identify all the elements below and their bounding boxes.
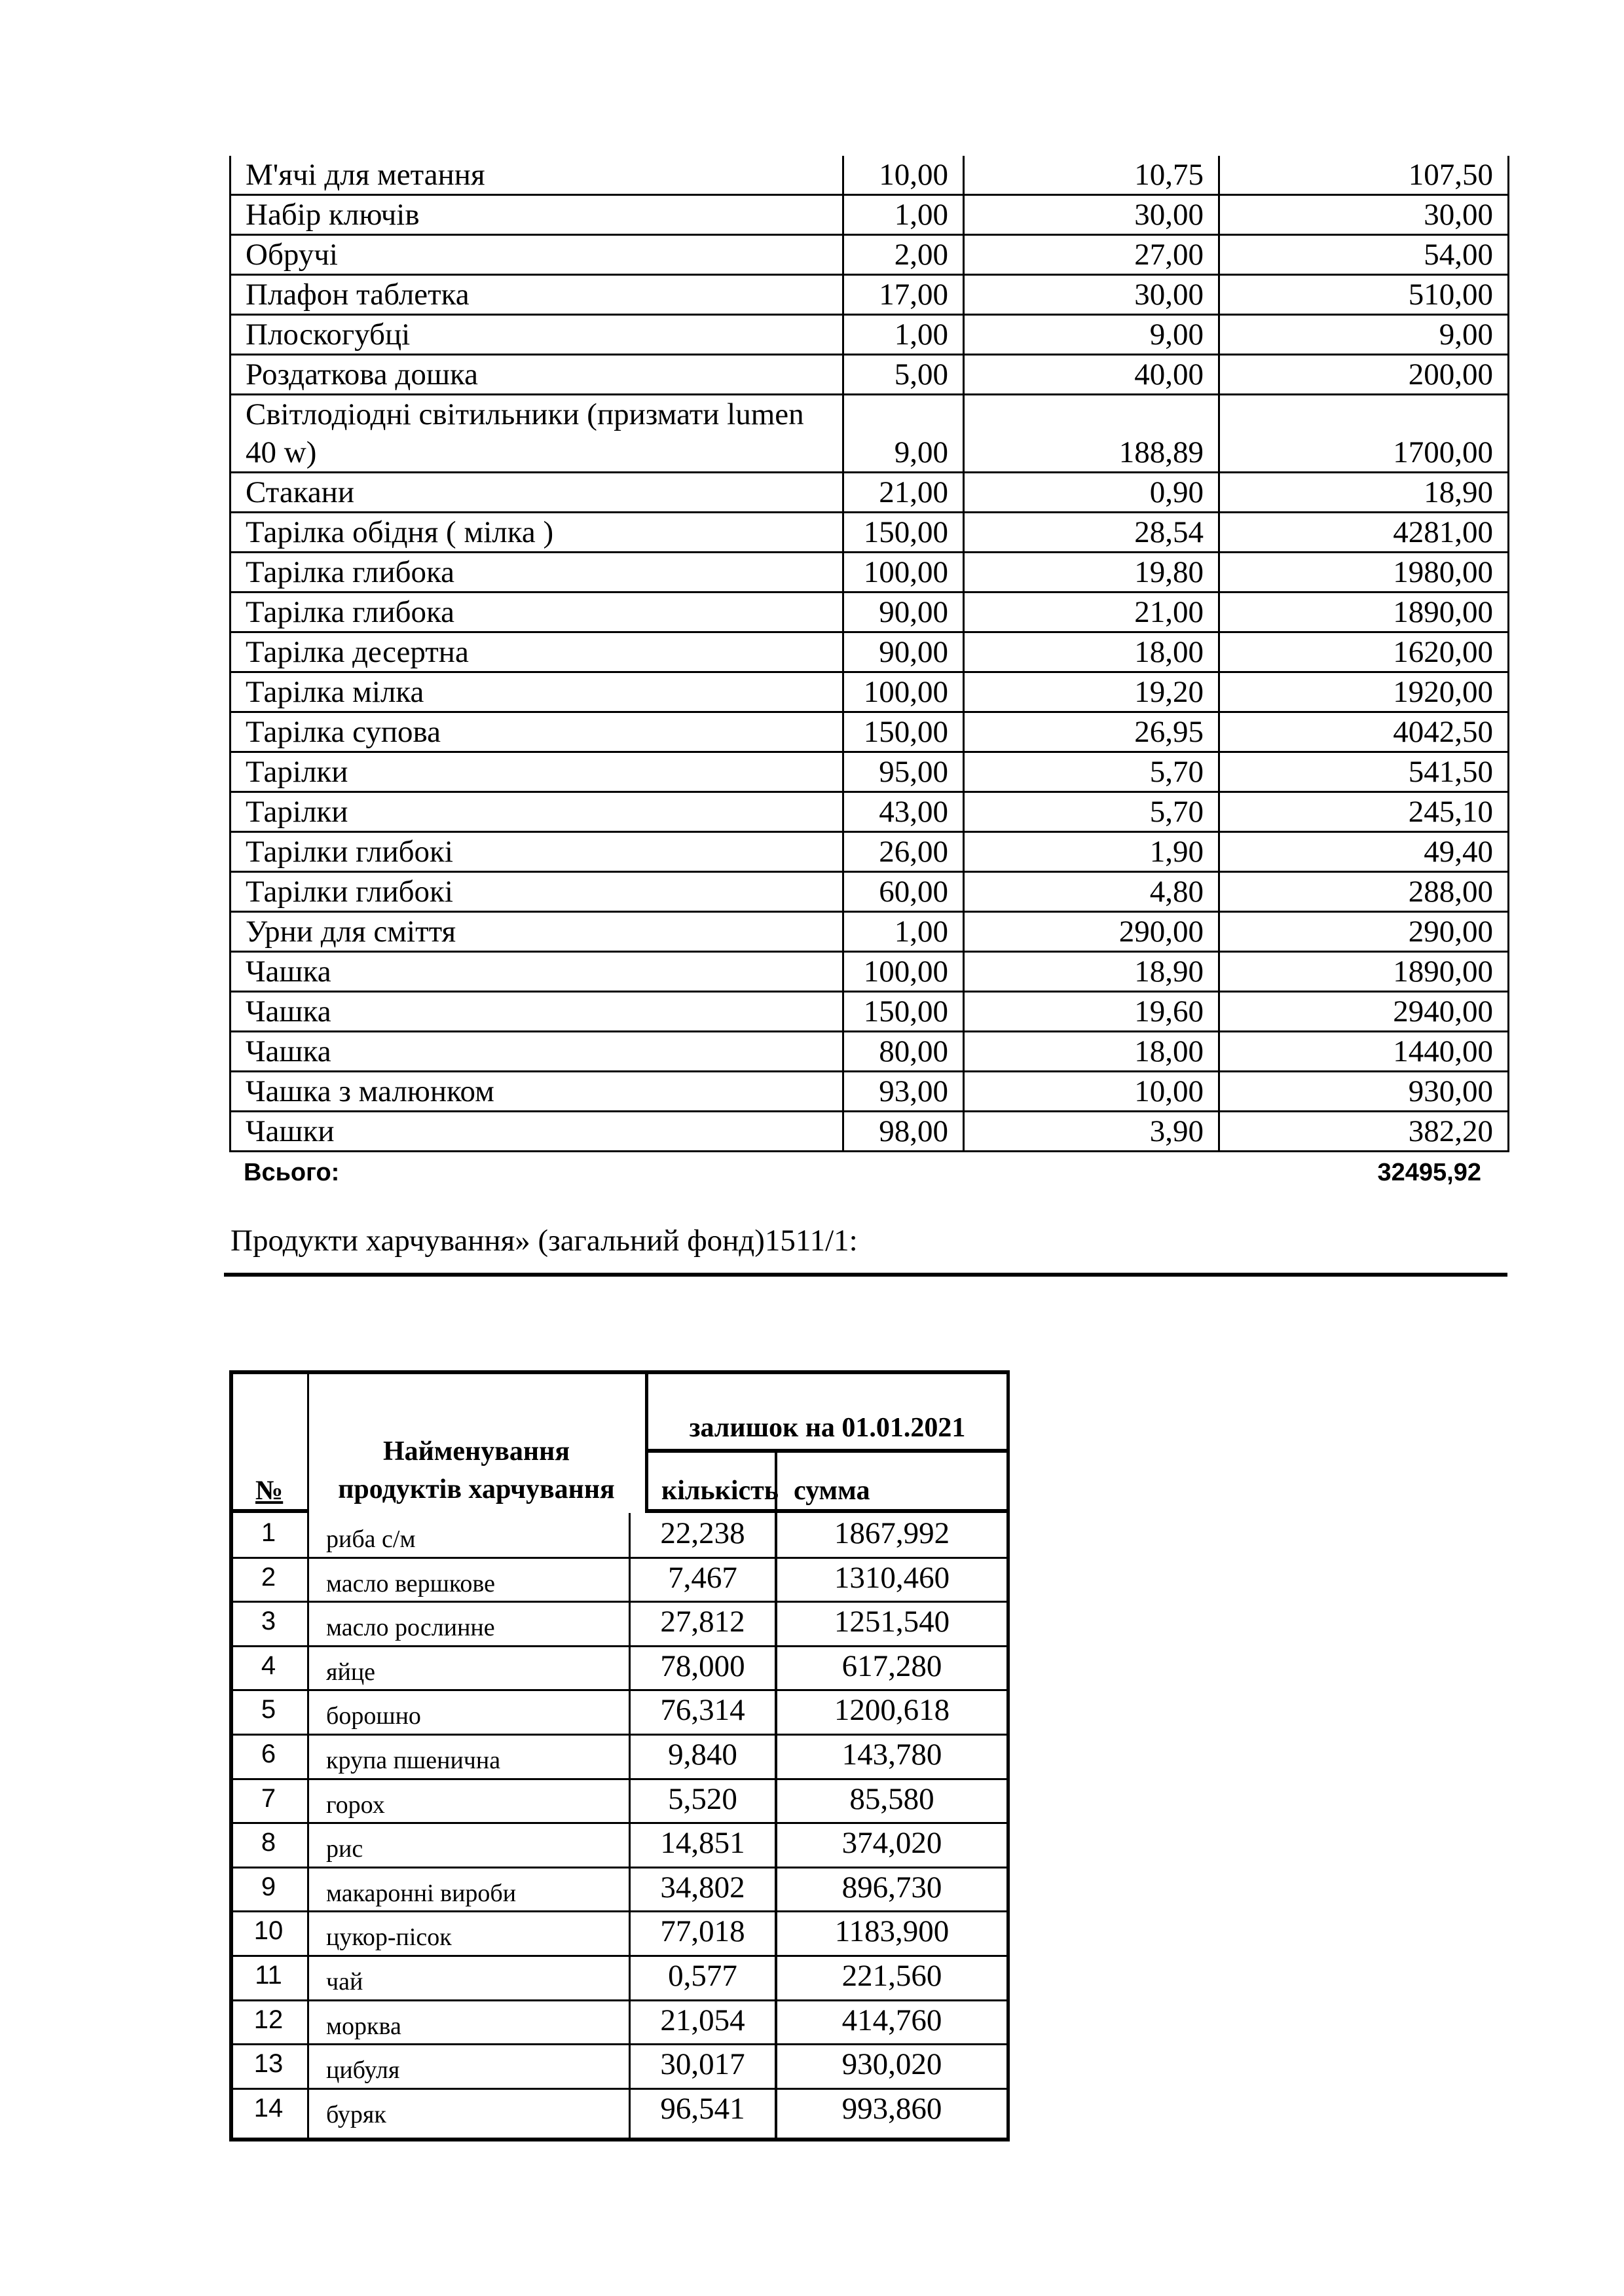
header-divider-group-bottom: [645, 1449, 1010, 1453]
item-quantity: 10,00: [843, 156, 964, 195]
table-row: [231, 632, 1509, 672]
table-border-bottom: [229, 2138, 1010, 2141]
table-row: [231, 1032, 1509, 1072]
item-price: 40,00: [964, 355, 1219, 395]
table-row: [231, 592, 1509, 632]
product-sum: 374,020: [841, 1826, 942, 1861]
product-quantity: 7,467: [668, 1560, 737, 1595]
item-name: Чашки: [231, 1112, 843, 1152]
item-quantity: 90,00: [843, 632, 964, 672]
product-name: морква: [326, 2012, 401, 2040]
row-divider: [229, 1778, 1010, 1780]
product-quantity: 9,840: [668, 1738, 737, 1772]
item-quantity: 60,00: [843, 872, 964, 912]
item-price: 28,54: [964, 513, 1219, 553]
product-sum: 930,020: [841, 2047, 942, 2082]
table-row: [231, 513, 1509, 553]
item-name: Тарілка супова: [231, 712, 843, 752]
item-quantity: 2,00: [843, 235, 964, 275]
item-quantity: 26,00: [843, 832, 964, 872]
table-row: [231, 872, 1509, 912]
item-price: 1,90: [964, 832, 1219, 872]
table-row: [231, 992, 1509, 1032]
item-sum: 288,00: [1219, 872, 1509, 912]
item-quantity: 21,00: [843, 473, 964, 513]
item-price: 19,60: [964, 992, 1219, 1032]
header-quantity: кількість: [661, 1476, 779, 1506]
item-price: 0,90: [964, 473, 1219, 513]
product-quantity: 0,577: [668, 1959, 737, 1993]
product-name: цибуля: [326, 2056, 400, 2085]
row-divider: [229, 1867, 1010, 1868]
item-name: Тарілка десертна: [231, 632, 843, 672]
product-name: чай: [326, 1968, 363, 1995]
table-row: [231, 1112, 1509, 1152]
row-divider: [229, 1645, 1010, 1647]
product-quantity: 14,851: [660, 1826, 745, 1861]
product-quantity: 27,812: [660, 1605, 745, 1639]
row-number: 2: [261, 1562, 276, 1592]
product-name: цукор-пісок: [326, 1923, 452, 1952]
item-name: Світлодіодні світильники (призмати lumen 40 w): [231, 395, 843, 473]
product-quantity: 76,314: [660, 1693, 745, 1728]
row-divider: [229, 2043, 1010, 2045]
row-divider: [229, 1557, 1010, 1559]
item-price: 5,70: [964, 792, 1219, 832]
table-row: [231, 473, 1509, 513]
product-name: макаронні вироби: [326, 1879, 517, 1907]
product-sum: 143,780: [841, 1738, 942, 1772]
item-price: 18,00: [964, 632, 1219, 672]
item-price: 30,00: [964, 275, 1219, 315]
item-name: Чашка: [231, 952, 843, 992]
item-price: 188,89: [964, 395, 1219, 473]
header-bottom-number: [229, 1509, 308, 1513]
item-name: Тарілка глибока: [231, 553, 843, 592]
item-sum: 200,00: [1219, 355, 1509, 395]
item-quantity: 100,00: [843, 952, 964, 992]
item-quantity: 98,00: [843, 1112, 964, 1152]
table-row: [231, 752, 1509, 792]
item-sum: 1980,00: [1219, 553, 1509, 592]
product-name: борошно: [326, 1702, 421, 1730]
item-name: Тарілки глибокі: [231, 832, 843, 872]
row-number: 12: [253, 2005, 284, 2034]
item-price: 26,95: [964, 712, 1219, 752]
product-sum: 896,730: [841, 1870, 942, 1904]
item-quantity: 1,00: [843, 195, 964, 235]
item-sum: 541,50: [1219, 752, 1509, 792]
product-quantity: 21,054: [660, 2003, 745, 2037]
item-name: Стакани: [231, 473, 843, 513]
row-number: 10: [253, 1916, 284, 1946]
row-divider: [229, 1822, 1010, 1824]
item-name: Урни для сміття: [231, 912, 843, 952]
item-sum: 1890,00: [1219, 952, 1509, 992]
item-quantity: 100,00: [843, 672, 964, 712]
product-quantity: 77,018: [660, 1914, 745, 1949]
table-row: [231, 195, 1509, 235]
item-name: Тарілки глибокі: [231, 872, 843, 912]
header-sum: сумма: [794, 1476, 870, 1506]
item-quantity: 1,00: [843, 315, 964, 355]
item-sum: 382,20: [1219, 1112, 1509, 1152]
item-name: Тарілка мілка: [231, 672, 843, 712]
item-sum: 1700,00: [1219, 395, 1509, 473]
product-name: масло вершкове: [326, 1569, 495, 1597]
table-row: [231, 952, 1509, 992]
item-price: 5,70: [964, 752, 1219, 792]
row-number: 6: [261, 1740, 276, 1768]
item-price: 9,00: [964, 315, 1219, 355]
table-row: [231, 395, 1509, 473]
row-divider: [229, 1955, 1010, 1957]
product-quantity: 78,000: [660, 1649, 745, 1683]
row-number: 3: [261, 1607, 276, 1636]
table-row: [231, 912, 1509, 952]
table-row: [231, 156, 1509, 195]
row-number: 9: [261, 1872, 276, 1901]
table-row: [231, 553, 1509, 592]
item-price: 18,00: [964, 1032, 1219, 1072]
table-row: [231, 832, 1509, 872]
item-quantity: 1,00: [843, 912, 964, 952]
product-quantity: 30,017: [660, 2047, 745, 2082]
item-sum: 1890,00: [1219, 592, 1509, 632]
item-name: Тарілки: [231, 792, 843, 832]
table-row: [231, 1072, 1509, 1112]
header-balance-date: залишок на 01.01.2021: [689, 1413, 966, 1443]
item-quantity: 150,00: [843, 513, 964, 553]
item-sum: 4281,00: [1219, 513, 1509, 553]
table-row: [231, 792, 1509, 832]
item-price: 19,20: [964, 672, 1219, 712]
item-name: Чашка: [231, 992, 843, 1032]
section-divider: [224, 1273, 1507, 1277]
item-name: Чашка: [231, 1032, 843, 1072]
row-number: 7: [261, 1783, 276, 1813]
item-quantity: 43,00: [843, 792, 964, 832]
product-name: масло рослинне: [326, 1614, 495, 1642]
product-quantity: 5,520: [668, 1781, 737, 1816]
product-quantity: 96,541: [660, 2091, 745, 2126]
product-sum: 1183,900: [834, 1914, 950, 1949]
row-divider: [229, 1734, 1010, 1736]
item-quantity: 17,00: [843, 275, 964, 315]
table-row: [231, 712, 1509, 752]
item-price: 290,00: [964, 912, 1219, 952]
product-sum: 617,280: [841, 1649, 942, 1683]
section-title: Продукти харчування» (загальний фонд)1511/1:: [231, 1224, 858, 1258]
item-sum: 54,00: [1219, 235, 1509, 275]
item-price: 10,75: [964, 156, 1219, 195]
product-name: риба с/м: [326, 1525, 416, 1553]
item-quantity: 80,00: [843, 1032, 964, 1072]
product-sum: 221,560: [841, 1959, 942, 1993]
product-sum: 1200,618: [834, 1693, 950, 1728]
item-sum: 245,10: [1219, 792, 1509, 832]
product-sum: 414,760: [841, 2003, 942, 2037]
item-sum: 49,40: [1219, 832, 1509, 872]
item-sum: 9,00: [1219, 315, 1509, 355]
product-sum: 1310,460: [834, 1560, 950, 1595]
table-row: [231, 235, 1509, 275]
row-number: 1: [261, 1518, 276, 1547]
row-number: 14: [253, 2093, 284, 2123]
table-row: [231, 355, 1509, 395]
header-number: №: [255, 1476, 284, 1506]
row-number: 8: [261, 1828, 276, 1857]
table-row: [231, 315, 1509, 355]
product-sum: 993,860: [841, 2091, 942, 2126]
item-sum: 290,00: [1219, 912, 1509, 952]
item-quantity: 5,00: [843, 355, 964, 395]
row-number: 4: [261, 1650, 276, 1680]
table-border-top: [229, 1370, 1010, 1374]
item-quantity: 150,00: [843, 712, 964, 752]
item-price: 27,00: [964, 235, 1219, 275]
item-name: Тарілка глибока: [231, 592, 843, 632]
product-name: горох: [326, 1791, 385, 1819]
item-name: Плоскогубці: [231, 315, 843, 355]
row-divider: [229, 1910, 1010, 1912]
item-price: 30,00: [964, 195, 1219, 235]
product-sum: 85,580: [849, 1781, 934, 1816]
food-table: [229, 1370, 1010, 2141]
item-price: 19,80: [964, 553, 1219, 592]
item-sum: 1620,00: [1219, 632, 1509, 672]
product-quantity: 34,802: [660, 1870, 745, 1904]
total-value: 32495,92: [1377, 1159, 1481, 1186]
header-name-line1: Найменування: [382, 1436, 570, 1467]
row-divider: [229, 1601, 1010, 1603]
item-sum: 2940,00: [1219, 992, 1509, 1032]
item-sum: 1920,00: [1219, 672, 1509, 712]
header-bottom-group: [645, 1509, 1010, 1513]
product-name: крупа пшенична: [326, 1747, 501, 1774]
row-divider: [229, 2088, 1010, 2090]
row-number: 11: [255, 1961, 282, 1990]
item-sum: 510,00: [1219, 275, 1509, 315]
item-sum: 18,90: [1219, 473, 1509, 513]
item-price: 3,90: [964, 1112, 1219, 1152]
product-name: яйце: [326, 1658, 376, 1686]
row-divider: [229, 1999, 1010, 2001]
item-name: Тарілка обідня ( мілка ): [231, 513, 843, 553]
item-name: М'ячі для метання: [231, 156, 843, 195]
item-price: 18,90: [964, 952, 1219, 992]
item-name: Чашка з малюнком: [231, 1072, 843, 1112]
table-row: [231, 672, 1509, 712]
product-name: рис: [326, 1835, 363, 1863]
item-sum: 107,50: [1219, 156, 1509, 195]
item-name: Плафон таблетка: [231, 275, 843, 315]
item-quantity: 90,00: [843, 592, 964, 632]
row-divider: [229, 1689, 1010, 1691]
item-sum: 30,00: [1219, 195, 1509, 235]
item-sum: 930,00: [1219, 1072, 1509, 1112]
item-quantity: 150,00: [843, 992, 964, 1032]
table-row: [231, 275, 1509, 315]
header-name-line2: продуктів харчування: [338, 1474, 615, 1504]
inventory-table: [229, 156, 1509, 1152]
row-number: 13: [253, 2049, 284, 2079]
row-number: 5: [261, 1695, 276, 1724]
item-sum: 1440,00: [1219, 1032, 1509, 1072]
item-price: 10,00: [964, 1072, 1219, 1112]
item-price: 4,80: [964, 872, 1219, 912]
item-quantity: 100,00: [843, 553, 964, 592]
product-name: буряк: [326, 2100, 386, 2128]
product-sum: 1867,992: [834, 1516, 950, 1550]
item-quantity: 9,00: [843, 395, 964, 473]
product-sum: 1251,540: [834, 1605, 950, 1639]
item-quantity: 95,00: [843, 752, 964, 792]
item-name: Роздаткова дошка: [231, 355, 843, 395]
item-name: Обручі: [231, 235, 843, 275]
inventory-table-body: [231, 156, 1509, 1152]
table-border-right: [1006, 1370, 1010, 2141]
item-quantity: 93,00: [843, 1072, 964, 1112]
item-price: 21,00: [964, 592, 1219, 632]
product-quantity: 22,238: [660, 1516, 745, 1550]
item-name: Тарілки: [231, 752, 843, 792]
total-label: Всього:: [244, 1159, 340, 1186]
item-sum: 4042,50: [1219, 712, 1509, 752]
item-name: Набір ключів: [231, 195, 843, 235]
